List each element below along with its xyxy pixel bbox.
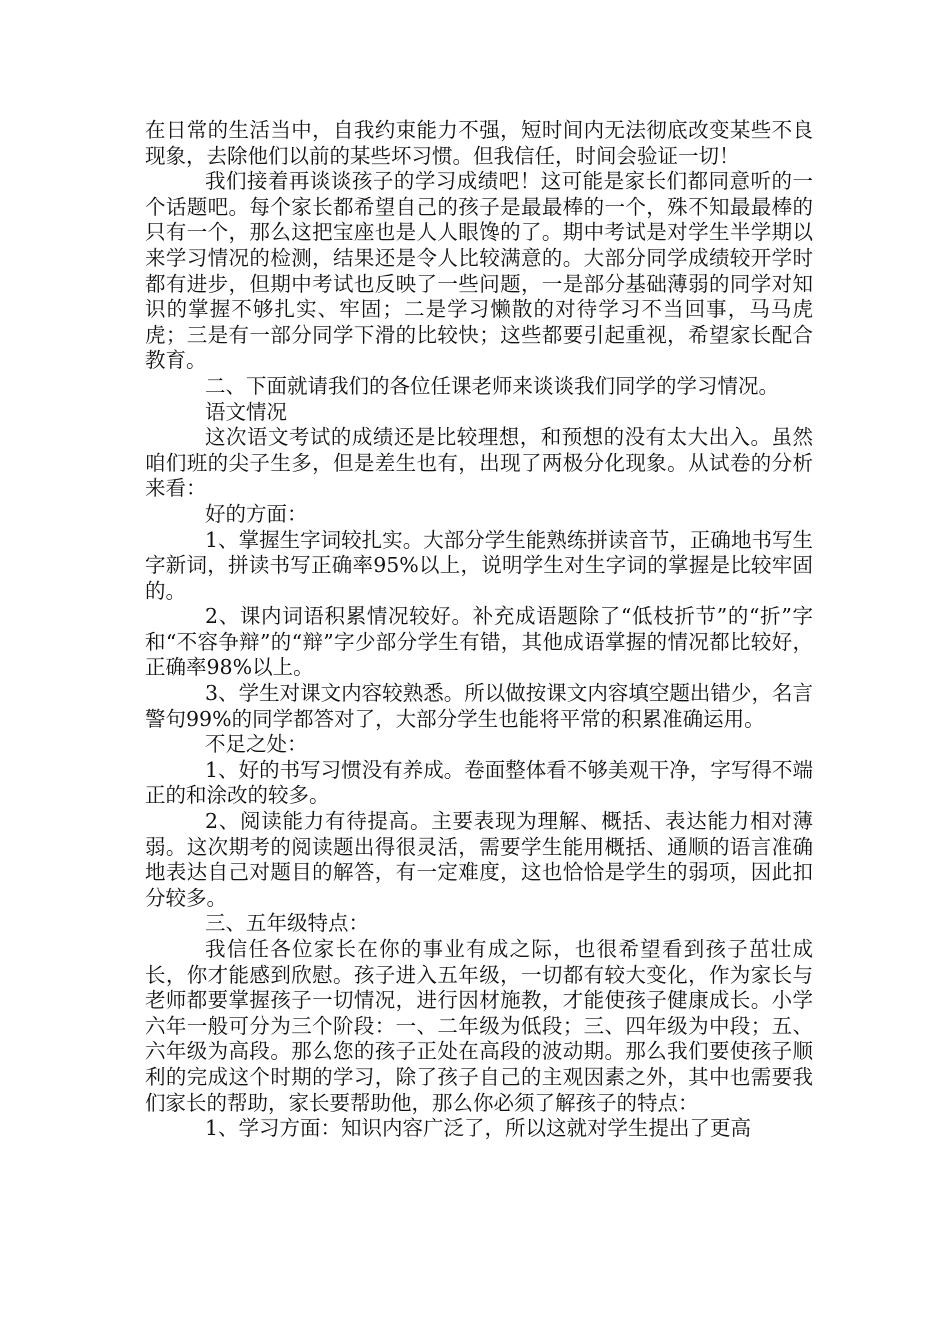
subheading: 不足之处： — [205, 732, 308, 757]
section-heading: 二、下面就请我们的各位任课老师来谈谈我们同学的学习情况。 — [205, 373, 779, 398]
section-heading: 三、五年级特点： — [205, 911, 369, 936]
paragraph: 在日常的生活当中，自我约束能力不强，短时间内无法彻底改变某些不良现象，去除他们以前的某些坏习惯。但我信任，时间会验证一切！ — [145, 118, 813, 168]
list-item: 2、课内词语积累情况较好。补充成语题除了“低枝折节”的“折”字和“不容争辩”的“辩”字少部分学生有错，其他成语掌握的情况都比较好，正确率98%以上。 — [145, 604, 813, 680]
list-item: 1、学习方面：知识内容广泛了，所以这就对学生提出了更高 — [205, 1116, 752, 1141]
paragraph: 我们接着再谈谈孩子的学习成绩吧！这可能是家长们都同意听的一个话题吧。每个家长都希望自己的孩子是最最棒的一个，殊不知最最棒的只有一个，那么这把宝座也是人人眼馋的了。期中考试是对学生半学期以来学习情况的检测，结果还是令人比较满意的。大部分同学成绩较开学时都有进步，但期中考试也反映了一些问题，一是部分基础薄弱的同学对知识的掌握不够扎实、牢固；二是学习懒散的对待学习不当回事，马马虎虎；三是有一部分同学下滑的比较快；这些都要引起重视，希望家长配合教育。 — [145, 169, 813, 373]
list-item: 1、好的书写习惯没有养成。卷面整体看不够美观干净，字写得不端正的和涂改的较多。 — [145, 757, 813, 808]
list-item: 2、阅读能力有待提高。主要表现为理解、概括、表达能力相对薄弱。这次期考的阅读题出得很灵活，需要学生能用概括、通顺的语言准确地表达自己对题目的解答，有一定难度，这也恰恰是学生的弱项，因此扣分较多。 — [145, 809, 813, 910]
subheading: 好的方面： — [205, 501, 308, 526]
list-item: 1、掌握生字词较扎实。大部分学生能熟练拼读音节，正确地书写生字新词，拼读书写正确率95%以上，说明学生对生字词的掌握是比较牢固的。 — [145, 527, 813, 603]
subheading: 语文情况 — [205, 399, 287, 424]
paragraph: 我信任各位家长在你的事业有成之际，也很希望看到孩子茁壮成长，你才能感到欣慰。孩子进入五年级，一切都有较大变化，作为家长与老师都要掌握孩子一切情况，进行因材施教，才能使孩子健康成长。小学六年一般可分为三个阶段：一、二年级为低段；三、四年级为中段；五、六年级为高段。那么您的孩子正处在高段的波动期。那么我们要使孩子顺利的完成这个时期的学习，除了孩子自己的主观因素之外，其中也需要我们家长的帮助，家长要帮助他，那么你必须了解孩子的特点： — [145, 937, 813, 1115]
list-item: 3、学生对课文内容较熟悉。所以做按课文内容填空题出错少，名言警句99%的同学都答对了，大部分学生也能将平常的积累准确运用。 — [145, 681, 813, 731]
paragraph: 这次语文考试的成绩还是比较理想，和预想的没有太大出入。虽然咱们班的尖子生多，但是差生也有，出现了两极分化现象。从试卷的分析来看： — [145, 425, 813, 501]
document-body — [145, 118, 813, 1142]
